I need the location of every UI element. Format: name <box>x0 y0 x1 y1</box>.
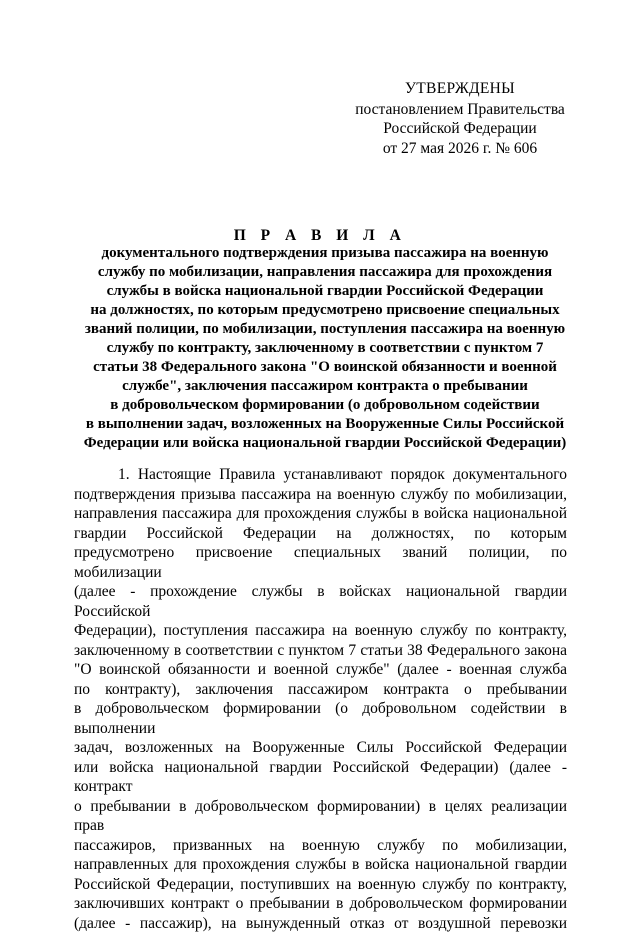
approval-line: постановлением Правительства <box>340 100 580 120</box>
paragraph-line: пассажиров, призванных на военную службу по мобилизации, <box>74 836 567 856</box>
approval-block <box>340 79 580 158</box>
subtitle-line: званий полиции, по мобилизации, поступления пассажира на военную <box>75 320 575 339</box>
approval-line: Российской Федерации <box>340 119 580 139</box>
subtitle-line: службу по мобилизации, направления пассажира для прохождения <box>75 263 575 282</box>
paragraph-line: (далее - прохождение службы в войсках национальной гвардии Российской <box>74 582 567 621</box>
paragraph-line: предусмотрено присвоение специальных званий полиции, по мобилизации <box>74 543 567 582</box>
paragraph-line: 1. Настоящие Правила устанавливают порядок документального <box>74 465 567 485</box>
approval-heading: УТВЕРЖДЕНЫ <box>340 79 580 99</box>
paragraph-line: направления пассажира для прохождения службы в войска национальной <box>74 504 567 524</box>
subtitle-line: в добровольческом формировании (о добровольном содействии <box>75 396 575 415</box>
paragraph-1 <box>74 465 567 933</box>
paragraph-line: направленных для прохождения службы в войска национальной гвардии <box>74 855 567 875</box>
subtitle-line: Федерации или войска национальной гвардии Российской Федерации) <box>75 434 575 453</box>
document-subtitle <box>75 244 575 453</box>
paragraph-line: в добровольческом формировании (о добровольном содействии в выполнении <box>74 699 567 738</box>
paragraph-line: "О воинской обязанности и военной службе" (далее - военная служба <box>74 660 567 680</box>
subtitle-line: на должностях, по которым предусмотрено присвоение специальных <box>75 301 575 320</box>
paragraph-line: или войска национальной гвардии Российской Федерации) (далее - контракт <box>74 758 567 797</box>
subtitle-line: документального подтверждения призыва пассажира на военную <box>75 244 575 263</box>
subtitle-line: службы в войска национальной гвардии Российской Федерации <box>75 282 575 301</box>
subtitle-line: службу по контракту, заключенному в соответствии с пунктом 7 <box>75 339 575 358</box>
subtitle-line: статьи 38 Федерального закона "О воинской обязанности и военной <box>75 358 575 377</box>
subtitle-line: в выполнении задач, возложенных на Вооруженные Силы Российской <box>75 415 575 434</box>
document-title: П Р А В И Л А <box>0 227 640 245</box>
paragraph-line: гвардии Российской Федерации на должностях, по которым <box>74 524 567 544</box>
paragraph-line: Российской Федерации, поступивших на военную службу по контракту, <box>74 875 567 895</box>
approval-line: от 27 мая 2026 г. № 606 <box>340 139 580 159</box>
paragraph-line: по контракту), заключения пассажиром контракта о пребывании <box>74 680 567 700</box>
paragraph-line: Федерации), поступления пассажира на военную службу по контракту, <box>74 621 567 641</box>
paragraph-line: заключивших контракт о пребывании в добровольческом формировании <box>74 894 567 914</box>
paragraph-line: (далее - пассажир), на вынужденный отказ от воздушной перевозки <box>74 914 567 933</box>
paragraph-line: о пребывании в добровольческом формировании) в целях реализации прав <box>74 797 567 836</box>
paragraph-line: заключенному в соответствии с пунктом 7 статьи 38 Федерального закона <box>74 641 567 661</box>
paragraph-line: задач, возложенных на Вооруженные Силы Российской Федерации <box>74 738 567 758</box>
paragraph-line: подтверждения призыва пассажира на военную службу по мобилизации, <box>74 485 567 505</box>
subtitle-line: службе", заключения пассажиром контракта о пребывании <box>75 377 575 396</box>
